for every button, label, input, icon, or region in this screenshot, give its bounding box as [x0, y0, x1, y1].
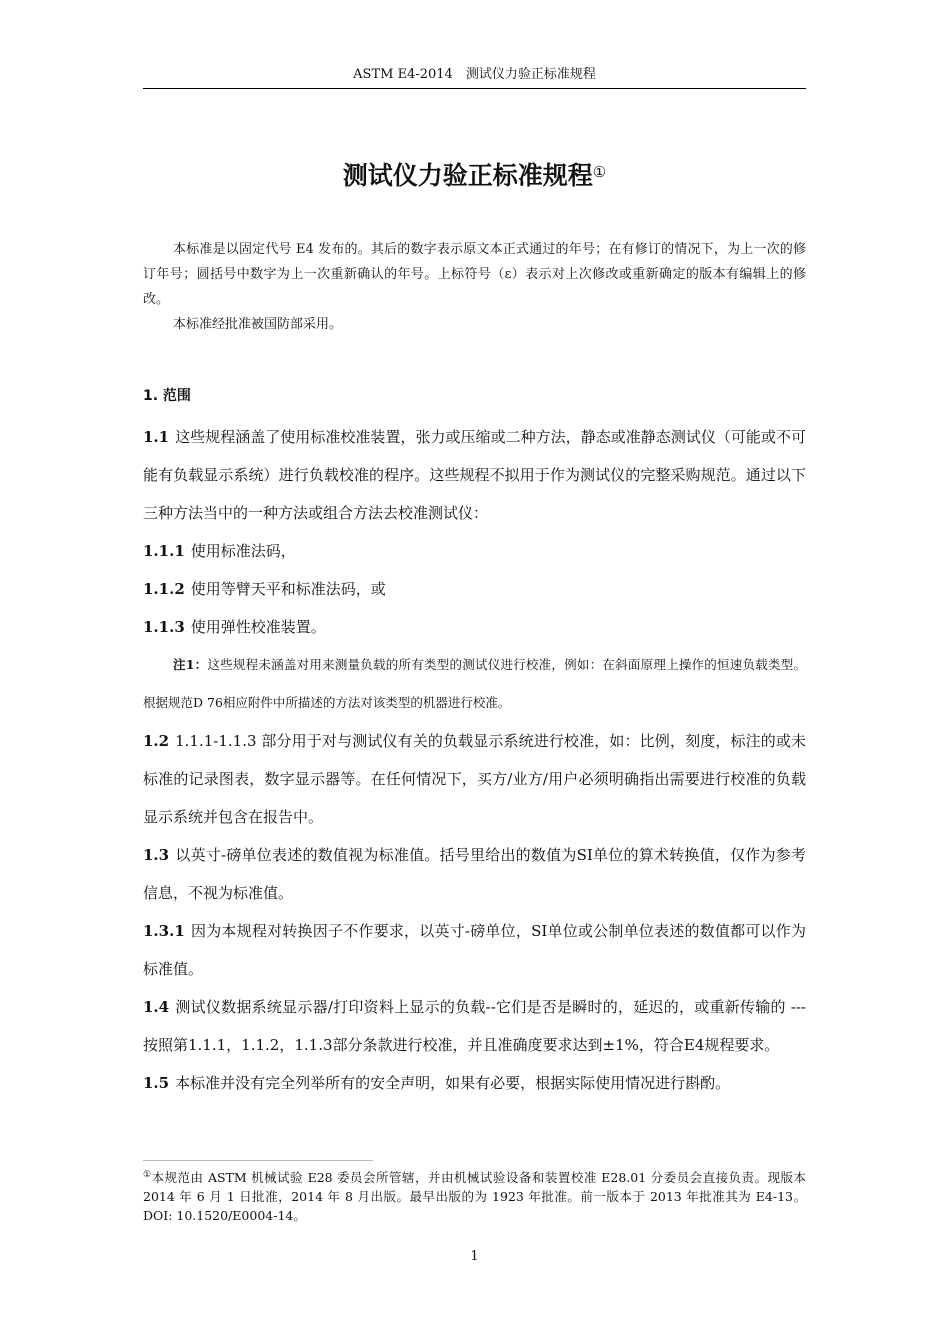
clause-text: 1.1.1-1.1.3 部分用于对与测试仪有关的负载显示系统进行校准，如：比例，刻度，标注的或未标准的记录图表，数字显示器等。在任何情况下，买方/业方/用户必须明确指出需要进行校准的负载显示系统并包含在报告中。	[143, 732, 806, 826]
section-body	[143, 418, 806, 1102]
clause-1-3-1	[143, 912, 806, 988]
note-label: 注1：	[173, 657, 208, 672]
clause-text: 因为本规程对转换因子不作要求，以英寸-磅单位，SI单位或公制单位表述的数值都可以作为标准值。	[143, 922, 806, 978]
clause-1-1-2	[143, 570, 806, 608]
clause-text: 测试仪数据系统显示器/打印资料上显示的负载--它们是否是瞬时的，延迟的，或重新传输的 --- 按照第1.1.1，1.1.2，1.1.3部分条款进行校准，并且准确度要求达到±1%，符合E4规程要求。	[143, 998, 806, 1054]
clause-text: 以英寸-磅单位表述的数值视为标准值。括号里给出的数值为SI单位的算术转换值，仅作为参考信息，不视为标准值。	[143, 846, 806, 902]
page-number: 1	[470, 1249, 479, 1264]
clause-1-2	[143, 722, 806, 836]
footnote-marker: ①	[143, 1170, 152, 1180]
running-header: ASTM E4-2014 测试仪力验正标准规程	[353, 67, 596, 82]
footnote-rule	[143, 1160, 373, 1161]
title-text: 测试仪力验正标准规程	[342, 161, 593, 190]
clause-text: 使用等臂天平和标准法码，或	[190, 580, 386, 598]
clause-text: 本标准并没有完全列举所有的安全声明，如果有必要，根据实际使用情况进行斟酌。	[175, 1074, 731, 1092]
clause-1-5	[143, 1064, 806, 1102]
clause-1-3	[143, 836, 806, 912]
clause-1-4	[143, 988, 806, 1064]
title-footnote-marker: ①	[592, 163, 607, 181]
clause-1-1-3	[143, 608, 806, 646]
clause-number: 1.5	[143, 1074, 170, 1092]
section-heading: 1. 范围	[143, 388, 191, 404]
clause-number: 1.3	[143, 846, 170, 864]
clause-1-1	[143, 418, 806, 532]
clause-text: 使用标准法码，	[190, 542, 296, 560]
clause-number: 1.1.3	[143, 618, 185, 636]
clause-number: 1.1	[143, 428, 170, 446]
clause-number: 1.4	[143, 998, 170, 1016]
preface	[143, 237, 806, 337]
clause-text: 这些规程涵盖了使用标准校准装置，张力或压缩或二种方法，静态或准静态测试仪（可能或不可能有负载显示系统）进行负载校准的程序。这些规程不拟用于作为测试仪的完整采购规范。通过以下三种方法当中的一种方法或组合方法去校准测试仪：	[143, 428, 806, 522]
clause-number: 1.1.2	[143, 580, 185, 598]
clause-text: 使用弹性校准装置。	[190, 618, 326, 636]
note-1	[143, 646, 806, 722]
clause-1-1-1	[143, 532, 806, 570]
clause-number: 1.3.1	[143, 922, 185, 940]
header-rule	[143, 88, 806, 89]
preface-paragraph: 本标准是以固定代号 E4 发布的。其后的数字表示原文本正式通过的年号；在有修订的情况下，为上一次的修订年号；圆括号中数字为上一次重新确认的年号。上标符号（ε）表示对上次修改或重新确定的版本有编辑上的修改。	[143, 242, 806, 307]
clause-number: 1.1.1	[143, 542, 185, 560]
preface-paragraph: 本标准经批准被国防部采用。	[173, 317, 343, 332]
footnote-text: 本规范由 ASTM 机械试验 E28 委员会所管辖，并由机械试验设备和装置校准 E28.01 分委员会直接负责。现版本 2014 年 6 月 1 日批准，2014 年 8 月出版。最早出版的为 1923 年批准。前一版本于 2013 年批准其为 E4-13。DOI: 10.1520/E0004-14。	[143, 1170, 806, 1223]
clause-number: 1.2	[143, 732, 170, 750]
footnote	[143, 1168, 806, 1225]
note-text: 这些规程未涵盖对用来测量负载的所有类型的测试仪进行校准，例如：在斜面原理上操作的恒速负载类型。根据规范D 76相应附件中所描述的方法对该类型的机器进行校准。	[143, 657, 806, 710]
document-title	[143, 158, 806, 194]
